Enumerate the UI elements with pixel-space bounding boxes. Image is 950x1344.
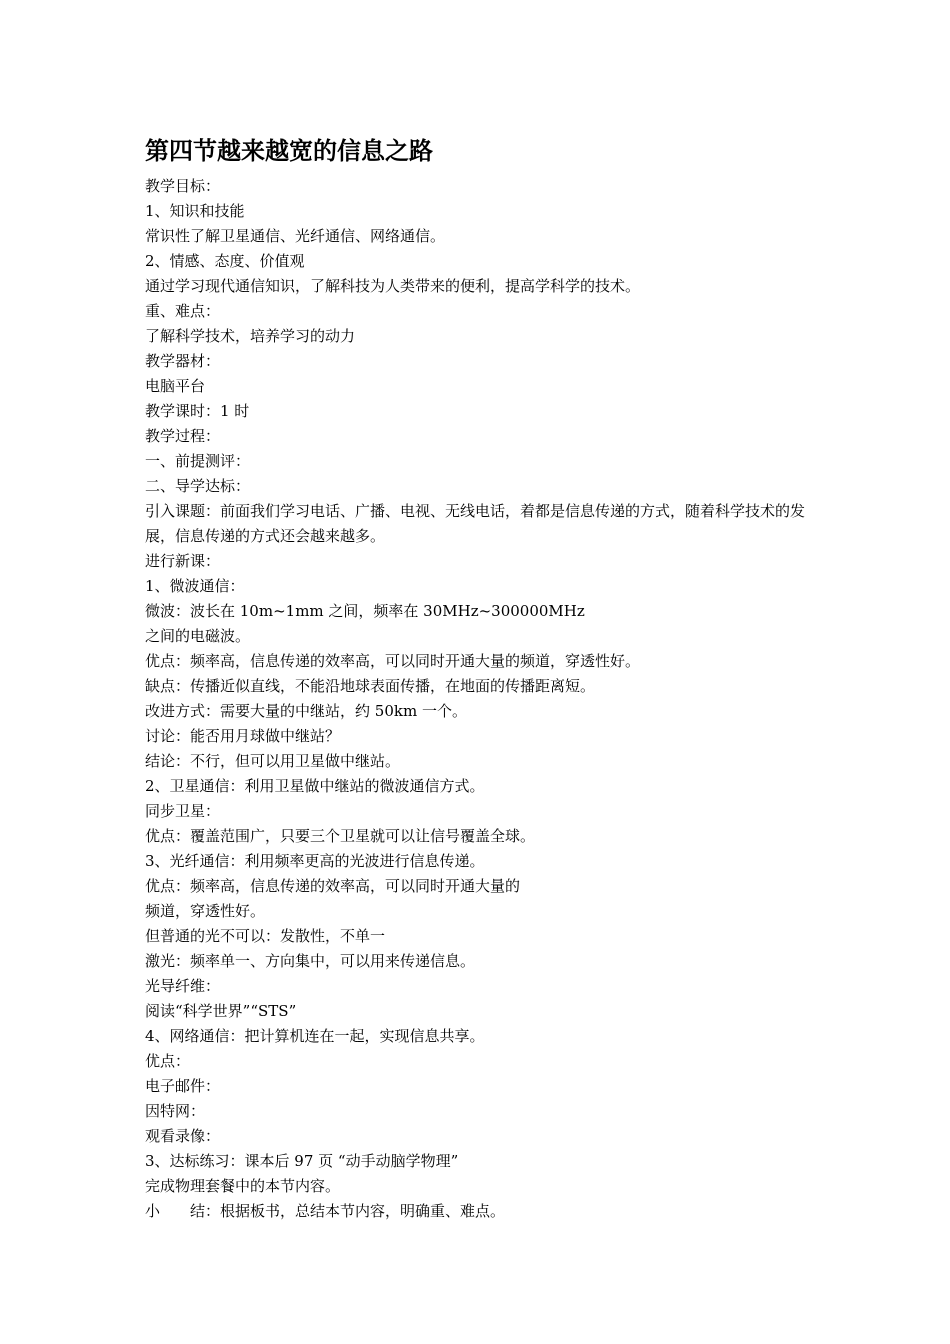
text-line: 优点：频率高，信息传递的效率高，可以同时开通大量的频道，穿透性好。: [145, 652, 641, 670]
text-line: 电子邮件：: [145, 1077, 221, 1095]
text-line: 之间的电磁波。: [145, 627, 251, 645]
text-line: 结论：不行，但可以用卫星做中继站。: [145, 752, 401, 770]
document-title: 第四节越来越宽的信息之路: [145, 137, 433, 165]
text-paragraph: 引入课题：前面我们学习电话、广播、电视、无线电话，着都是信息传递的方式，随着科学技术的发展，信息传递的方式还会越来越多。: [145, 502, 806, 545]
text-line: 但普通的光不可以：发散性，不单一: [145, 927, 386, 945]
text-line: 改进方式：需要大量的中继站，约 50km 一个。: [145, 702, 467, 720]
text-line: 阅读“科学世界”“STS”: [145, 1002, 297, 1020]
text-line: 电脑平台: [145, 377, 206, 395]
text-line: 了解科学技术，培养学习的动力: [145, 327, 356, 345]
text-line: 观看录像：: [145, 1127, 221, 1145]
text-line: 通过学习现代通信知识，了解科技为人类带来的便利，提高学科学的技术。: [145, 277, 641, 295]
text-line: 优点：覆盖范围广，只要三个卫星就可以让信号覆盖全球。: [145, 827, 536, 845]
text-line: 教学过程：: [145, 427, 221, 445]
text-line: 频道，穿透性好。: [145, 902, 266, 920]
text-line: 1、知识和技能: [145, 202, 245, 220]
text-line: 3、光纤通信：利用频率更高的光波进行信息传递。: [145, 852, 485, 870]
text-line: 缺点：传播近似直线，不能沿地球表面传播，在地面的传播距离短。: [145, 677, 596, 695]
text-line: 一、前提测评：: [145, 452, 251, 470]
text-line: 重、难点：: [145, 302, 221, 320]
text-line: 优点：频率高，信息传递的效率高，可以同时开通大量的: [145, 877, 521, 895]
text-line: 教学器材：: [145, 352, 221, 370]
text-line: 光导纤维：: [145, 977, 221, 995]
text-line: 二、导学达标：: [145, 477, 251, 495]
text-line: 2、情感、态度、价值观: [145, 252, 305, 270]
text-line: 优点：: [145, 1052, 191, 1070]
document-body: [145, 134, 825, 1224]
text-line: 4、网络通信：把计算机连在一起，实现信息共享。: [145, 1027, 485, 1045]
text-line: 同步卫星：: [145, 802, 221, 820]
text-line: 教学目标：: [145, 177, 221, 195]
text-line: 讨论：能否用月球做中继站？: [145, 727, 341, 745]
text-line: 1、微波通信：: [145, 577, 245, 595]
text-line: 教学课时：1 时: [145, 402, 250, 420]
text-line: 2、卫星通信：利用卫星做中继站的微波通信方式。: [145, 777, 485, 795]
text-line: 因特网：: [145, 1102, 206, 1120]
text-line: 进行新课：: [145, 552, 221, 570]
text-line: 激光：频率单一、方向集中，可以用来传递信息。: [145, 952, 476, 970]
text-line: 常识性了解卫星通信、光纤通信、网络通信。: [145, 227, 446, 245]
text-line: 微波：波长在 10m~1mm 之间，频率在 30MHz~300000MHz: [145, 602, 585, 620]
text-line: 完成物理套餐中的本节内容。: [145, 1177, 341, 1195]
text-line: 小 结：根据板书，总结本节内容，明确重、难点。: [145, 1202, 506, 1220]
text-line: 3、达标练习：课本后 97 页 “动手动脑学物理”: [145, 1152, 459, 1170]
